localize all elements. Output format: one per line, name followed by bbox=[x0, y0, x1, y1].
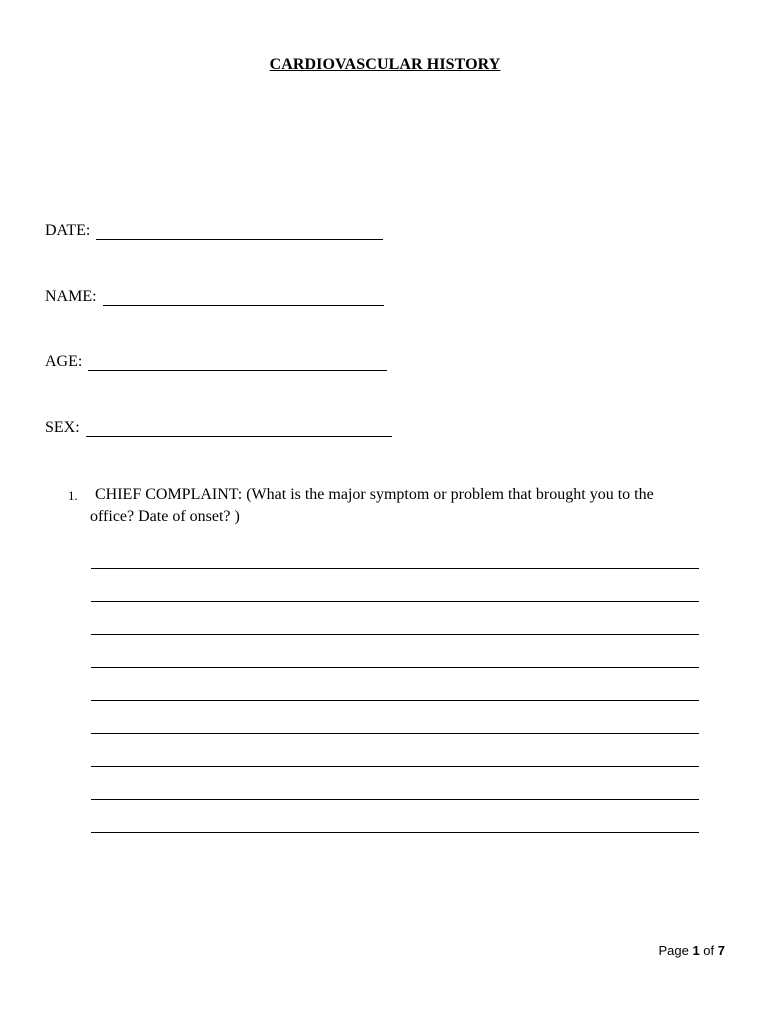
sex-label: SEX: bbox=[45, 419, 80, 436]
question-text-line-1: CHIEF COMPLAINT: (What is the major symptom or problem that brought you to the bbox=[95, 486, 654, 503]
name-field bbox=[45, 288, 384, 306]
of-word: of bbox=[703, 943, 715, 958]
total-pages: 7 bbox=[717, 943, 725, 958]
question-number: 1. bbox=[68, 488, 78, 503]
sex-input-line[interactable] bbox=[86, 422, 392, 437]
answer-line[interactable] bbox=[91, 568, 699, 569]
date-input-line[interactable] bbox=[96, 225, 383, 240]
answer-line[interactable] bbox=[91, 700, 699, 701]
name-input-line[interactable] bbox=[103, 291, 384, 306]
answer-line[interactable] bbox=[91, 799, 699, 800]
age-field bbox=[45, 353, 387, 371]
page-title: CARDIOVASCULAR HISTORY bbox=[269, 56, 501, 73]
sex-field bbox=[45, 419, 392, 437]
date-field bbox=[45, 222, 383, 240]
answer-line[interactable] bbox=[91, 601, 699, 602]
chief-complaint-question bbox=[68, 484, 728, 528]
name-label: NAME: bbox=[45, 288, 97, 305]
answer-line[interactable] bbox=[91, 733, 699, 734]
answer-line[interactable] bbox=[91, 832, 699, 833]
page-word: Page bbox=[658, 943, 689, 958]
page-number-footer bbox=[658, 943, 725, 958]
age-input-line[interactable] bbox=[88, 356, 387, 371]
current-page: 1 bbox=[692, 943, 700, 958]
question-text-line-2: office? Date of onset? ) bbox=[90, 508, 240, 525]
age-label: AGE: bbox=[45, 353, 83, 370]
answer-line[interactable] bbox=[91, 667, 699, 668]
date-label: DATE: bbox=[45, 222, 91, 239]
answer-line[interactable] bbox=[91, 766, 699, 767]
answer-line[interactable] bbox=[91, 634, 699, 635]
